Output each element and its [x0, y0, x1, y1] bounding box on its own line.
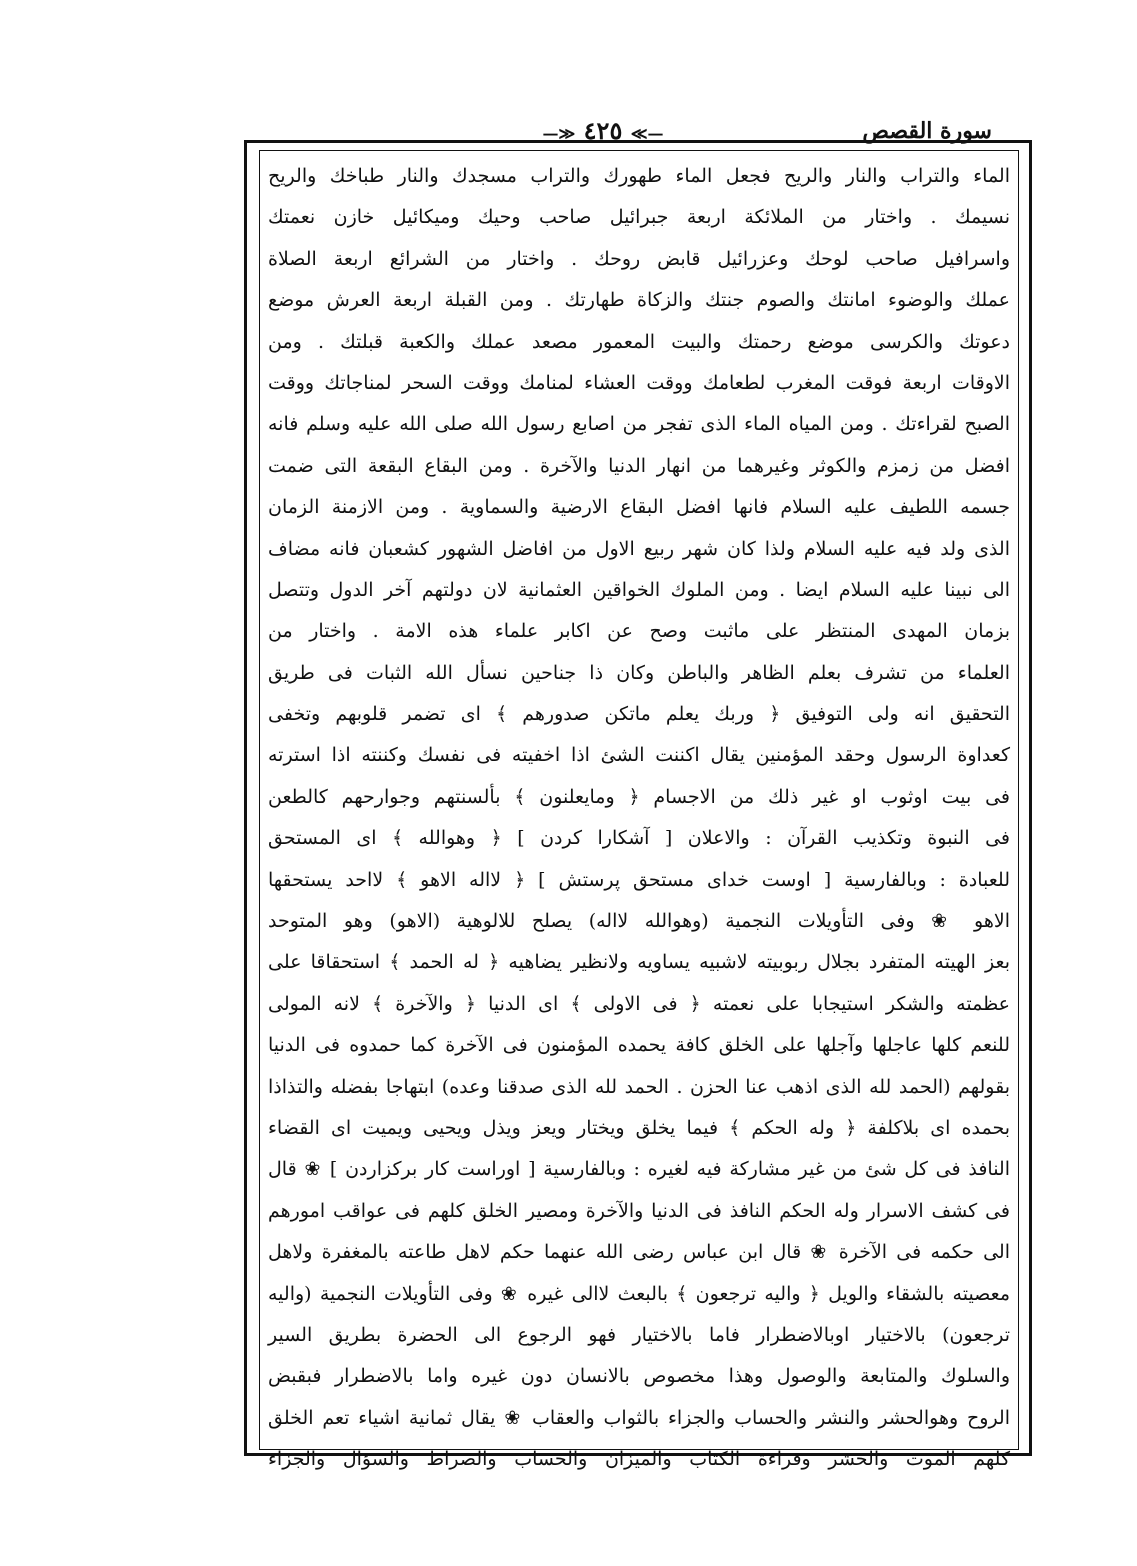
text-line: الصبح لقراءتك . ومن المياه الماء الذى تفجر من اصابع رسول الله صلى الله عليه وسلم فانه — [268, 413, 1010, 436]
text-line: بزمان المهدى المنتظر على ماثبت وصح عن اكابر علماء هذه الامة . واختار من — [268, 620, 1010, 643]
text-line: كلهم الموت والحشر وقراءة الكتاب والميزان والحساب والصراط والسؤال والجزاء — [268, 1448, 1010, 1471]
text-line: والسلوك والمتابعة والوصول وهذا مخصوص بالانسان دون غيره واما بالاضطرار فبقبض — [268, 1365, 1010, 1388]
text-line: واسرافيل صاحب لوحك وعزرائيل قابض روحك . واختار من الشرائع اربعة الصلاة — [268, 247, 1010, 270]
text-line: عظمته والشكر استيجابا على نعمته ﴿ فى الاولى ﴾ اى الدنيا ﴿ والآخرة ﴾ لانه المولى — [268, 992, 1010, 1015]
ornament-right: ≪— — [542, 124, 576, 143]
text-line: بحمده اى بلاكلفة ﴿ وله الحكم ﴾ فيما يخلق ويختار ويعز ويذل ويحيى ويميت اى القضاء — [268, 1116, 1010, 1139]
text-line: الماء والتراب والنار والريح فجعل الماء طهورك والتراب مسجدك والنار طباخك والريح — [268, 165, 1010, 187]
text-line: فى بيت اوثوب او غير ذلك من الاجسام ﴿ ومايعلنون ﴾ بألسنتهم وجوارحهم كالطعن — [268, 785, 1010, 808]
text-line: بقولهم (الحمد لله الذى اذهب عنا الحزن . الحمد لله الذى صدقنا وعده) ابتهاجا بفضله والتذاذا — [268, 1075, 1010, 1098]
text-line: النافذ فى كل شئ من غير مشاركة فيه لغيره : وبالفارسية [ اوراست كار بركزاردن ] ❀ قال — [268, 1158, 1010, 1181]
text-line: دعوتك والكرسى موضع رحمتك والبيت المعمور مصعد عملك والكعبة قبلتك . ومن — [268, 330, 1010, 353]
text-line: فى كشف الاسرار وله الحكم النافذ فى الدنيا والآخرة ومصير الخلق كلهم فى عواقب امورهم — [268, 1199, 1010, 1222]
text-line: كعداوة الرسول وحقد المؤمنين يقال اكننت الشئ اذا اخفيته فى نفسك وكننته اذا استرته — [268, 744, 1010, 767]
surah-title: سورة القصص — [862, 118, 992, 144]
text-line: الاوقات اربعة فوقت المغرب لطعامك ووقت العشاء لمنامك ووقت السحر لمناجاتك ووقت — [268, 371, 1010, 394]
text-line: الى نبينا عليه السلام ايضا . ومن الملوك الخواقين العثمانية لان دولتهم آخر الدول وتتصل — [268, 578, 1010, 601]
text-line: ترجعون) بالاختيار اوبالاضطرار فاما بالاختيار فهو الرجوع الى الحضرة بطريق السير — [268, 1323, 1011, 1346]
page-number: ٤٢٥ — [583, 116, 623, 145]
body-text — [268, 156, 1011, 1471]
text-line: معصيته بالشقاء والويل ﴿ واليه ترجعون ﴾ بالبعث لاالى غيره ❀ وفى التأويلات النجمية (واليه — [268, 1282, 1010, 1305]
text-line: العلماء من تشرف بعلم الظاهر والباطن وكان ذا جناحين نسأل الله الثبات فى طريق — [268, 661, 1010, 684]
text-line: الذى ولد فيه عليه السلام ولذا كان شهر ربيع الاول من افاضل الشهور كشعبان فانه مضاف — [268, 537, 1010, 560]
ornament-left: —≫ — [630, 124, 664, 143]
text-line: جسمه اللطيف عليه السلام فانها افضل البقاع الارضية والسماوية . ومن الازمنة الزمان — [268, 496, 1010, 519]
text-line: افضل من زمزم والكوثر وغيرهما من انهار الدنيا والآخرة . ومن البقاع البقعة التى ضمت — [268, 454, 1010, 477]
text-line: التحقيق انه ولى التوفيق ﴿ وربك يعلم ماتكن صدورهم ﴾ اى تضمر قلوبهم وتخفى — [268, 703, 1010, 726]
text-line: فى النبوة وتكذيب القرآن : والاعلان [ آشكارا كردن ] ﴿ وهوالله ﴾ اى المستحق — [268, 827, 1010, 850]
text-line: للعبادة : وبالفارسية [ اوست خداى مستحق پرستش ] ﴿ لااله الاهو ﴾ لااحد يستحقها — [268, 868, 1010, 891]
text-line: نسيمك . واختار من الملائكة اربعة جبرائيل صاحب وحيك وميكائيل خازن نعمتك — [268, 206, 1010, 229]
text-line: الى حكمه فى الآخرة ❀ قال ابن عباس رضى الله عنهما حكم لاهل طاعته بالمغفرة ولاهل — [268, 1241, 1010, 1264]
text-line: الاهو ❀ وفى التأويلات النجمية (وهوالله لااله) يصلح للالوهية (الاهو) وهو المتوحد — [268, 910, 1010, 933]
text-line: عملك والوضوء امانتك والصوم جنتك والزكاة طهارتك . ومن القبلة اربعة العرش موضع — [268, 289, 1010, 312]
text-line: للنعم كلها عاجلها وآجلها على الخلق كافة يحمده المؤمنون فى الآخرة كما حمدوه فى الدنيا — [268, 1034, 1010, 1057]
text-line: الروح وهوالحشر والنشر والحساب والجزاء بالثواب والعقاب ❀ يقال ثمانية اشياء تعم الخلق — [268, 1406, 1010, 1429]
text-line: بعز الهيته المتفرد بجلال ربوبيته لاشبيه يساويه ولانظير يضاهيه ﴿ له الحمد ﴾ استحقاقا على — [268, 951, 1010, 974]
